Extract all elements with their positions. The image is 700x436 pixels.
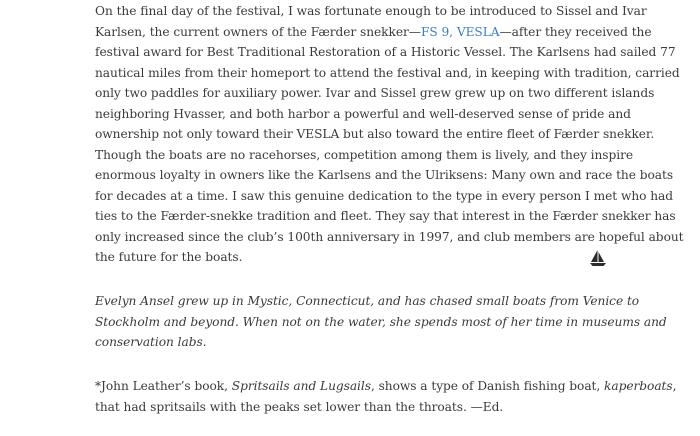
footnote-middle: , shows a type of Danish fishing boat, [370, 379, 605, 393]
footnote [95, 376, 677, 417]
paragraph-line: ownership not only toward their VESLA but also toward the entire fleet of Færder snekker. [95, 127, 655, 141]
paragraph-line: for decades at a time. I saw this genuine dedication to the type in every person I met who had [95, 188, 674, 203]
footnote-line [95, 376, 677, 397]
bio-line: Stockholm and beyond. When not on the water, she spends most of her time in museums and [95, 314, 667, 329]
vessel-link[interactable]: FS 9, VESLA [420, 24, 500, 39]
main-paragraph [95, 1, 684, 268]
paragraph-line: festival award for Best Traditional Restoration of a Historic Vessel. The Karlsens had sailed 77 [95, 45, 676, 59]
paragraph-line: only two paddles for auxiliary power. Ivar and Sissel grew grew up on two different islands [95, 86, 655, 100]
paragraph-line: only increased since the club’s 100th anniversary in 1997, and club members are hopeful about [95, 229, 684, 244]
footnote-prefix: *John Leather’s book, [95, 379, 232, 393]
paragraph-line: On the final day of the festival, I was fortunate enough to be introduced to Sissel and Ivar [95, 4, 647, 18]
paragraph-line: ties to the Færder-snekke tradition and fleet. They say that interest in the Færder snekker has [95, 209, 676, 223]
paragraph-line-segment: —after they received the [499, 24, 652, 39]
paragraph-line: neighboring Hvasser, and both harbor a powerful and well-deserved sense of pride and [95, 106, 631, 121]
paragraph-line: the future for the boats. [95, 250, 243, 264]
boat-term: kaperboats [604, 379, 673, 393]
paragraph-line: nautical miles from their homeport to attend the festival and, in keeping with tradition, carried [95, 65, 680, 80]
book-title: Spritsails and Lugsails [231, 379, 371, 393]
bio-line: conservation labs. [95, 335, 207, 349]
footnote-line: that had spritsails with the peaks set lower than the throats. —Ed. [95, 399, 504, 414]
sailboat-icon [588, 248, 608, 268]
paragraph-line: enormous loyalty in owners like the Karlsens and the Ulriksens: Many own and race the boats [95, 168, 674, 182]
bio-line: Evelyn Ansel grew up in Mystic, Connecticut, and has chased small boats from Venice to [95, 294, 640, 308]
paragraph-line: Though the boats are no racehorses, competition among them is lively, and they inspire [95, 147, 634, 162]
footnote-suffix: , [672, 379, 677, 393]
author-bio [95, 291, 667, 353]
paragraph-line [95, 22, 652, 43]
paragraph-line-segment: Karlsen, the current owners of the Færder snekker— [95, 24, 421, 39]
